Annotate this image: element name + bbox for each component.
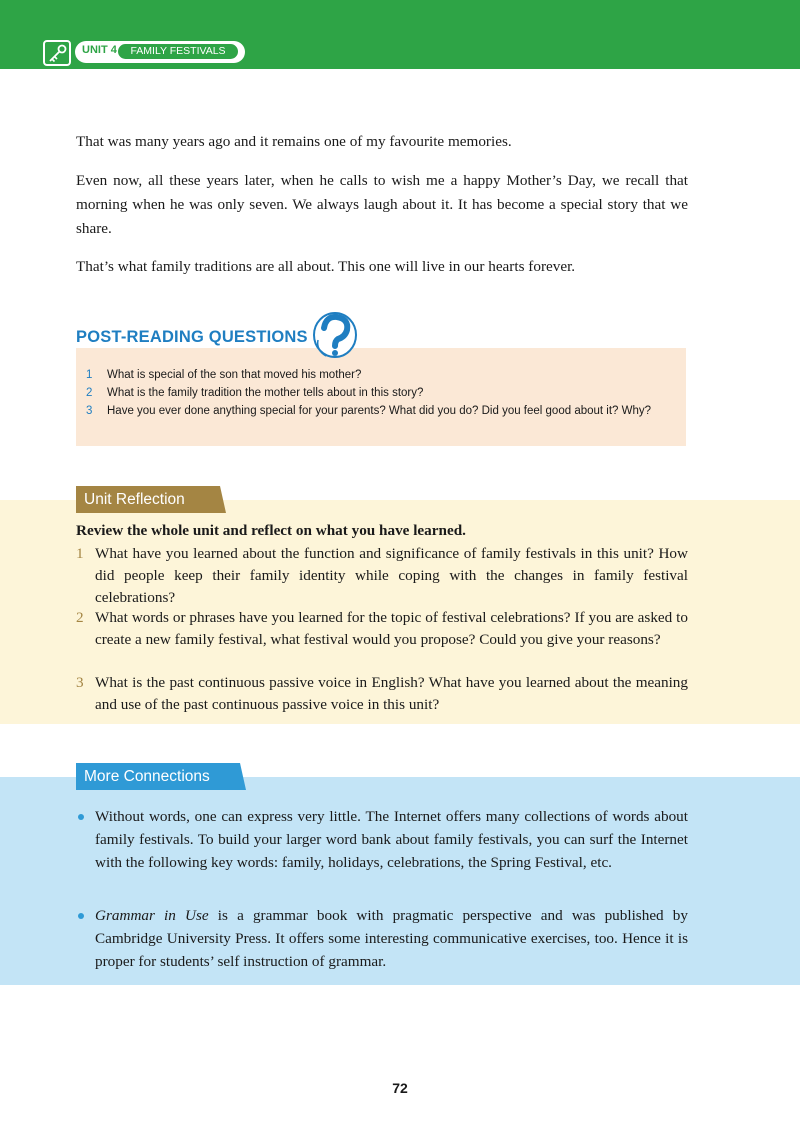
more-connections-tag xyxy=(76,763,240,790)
reflection-text: What words or phrases have you learned for the topic of festival celebrations? If you are asked to create a new family festival, what festival would you propose? Could you give your reasons? xyxy=(95,609,688,648)
reflection-intro: Review the whole unit and reflect on what you have learned. xyxy=(76,522,466,539)
story-paragraph: Even now, all these years later, when he calls to wish me a happy Mother’s Day, we recall that morning when he was only seven. We always laugh about it. It has become a special story that we share. xyxy=(76,172,688,237)
reflection-number: 2 xyxy=(76,609,84,626)
question-text: What is special of the son that moved his mother? xyxy=(107,369,362,381)
connection-text-body: is a grammar book with pragmatic perspective and was published by Cambridge University Press. It offers some interesting communicative exercises, too. Hence it is proper for students’ self instruction of grammar. xyxy=(95,907,688,970)
bullet-icon xyxy=(78,913,84,919)
connection-text: Without words, one can express very little. The Internet offers many collections of words about family festivals. To build your larger word bank about family festivals, you can surf the Internet with the following key words: family, holidays, celebrations, the Spring Festival, etc. xyxy=(95,808,688,871)
question-number: 1 xyxy=(86,369,93,381)
book-title: Grammar in Use xyxy=(95,907,209,924)
question-text: What is the family tradition the mother tells about in this story? xyxy=(107,387,424,399)
reflection-number: 3 xyxy=(76,674,84,691)
reflection-text: What is the past continuous passive voice in English? What have you learned about the meaning and use of the past continuous passive voice in this unit? xyxy=(95,674,688,713)
connection-text xyxy=(95,904,688,973)
bullet-icon xyxy=(78,814,84,820)
post-reading-box xyxy=(76,348,686,446)
unit-label: UNIT 4 xyxy=(82,44,117,56)
story-paragraph: That’s what family traditions are all about. This one will live in our hearts forever. xyxy=(76,258,576,275)
question-number: 2 xyxy=(86,387,93,399)
key-icon xyxy=(43,40,71,66)
unit-reflection-label: Unit Reflection xyxy=(84,491,185,508)
page-number: 72 xyxy=(392,1080,408,1096)
question-number: 3 xyxy=(86,405,93,417)
question-text: Have you ever done anything special for your parents? What did you do? Did you feel good about it? Why? xyxy=(107,405,652,417)
unit-title: FAMILY FESTIVALS xyxy=(118,44,238,59)
unit-reflection-tag xyxy=(76,486,220,513)
reflection-text: What have you learned about the function and significance of family festivals in this unit? How did people keep their family identity while coping with the changes in family festival celebrations? xyxy=(95,545,688,606)
post-reading-title: POST-READING QUESTIONS xyxy=(76,328,308,346)
more-connections-label: More Connections xyxy=(84,768,210,785)
reflection-number: 1 xyxy=(76,545,84,562)
story-paragraph: That was many years ago and it remains one of my favourite memories. xyxy=(76,133,512,150)
question-mark-icon xyxy=(310,310,358,360)
